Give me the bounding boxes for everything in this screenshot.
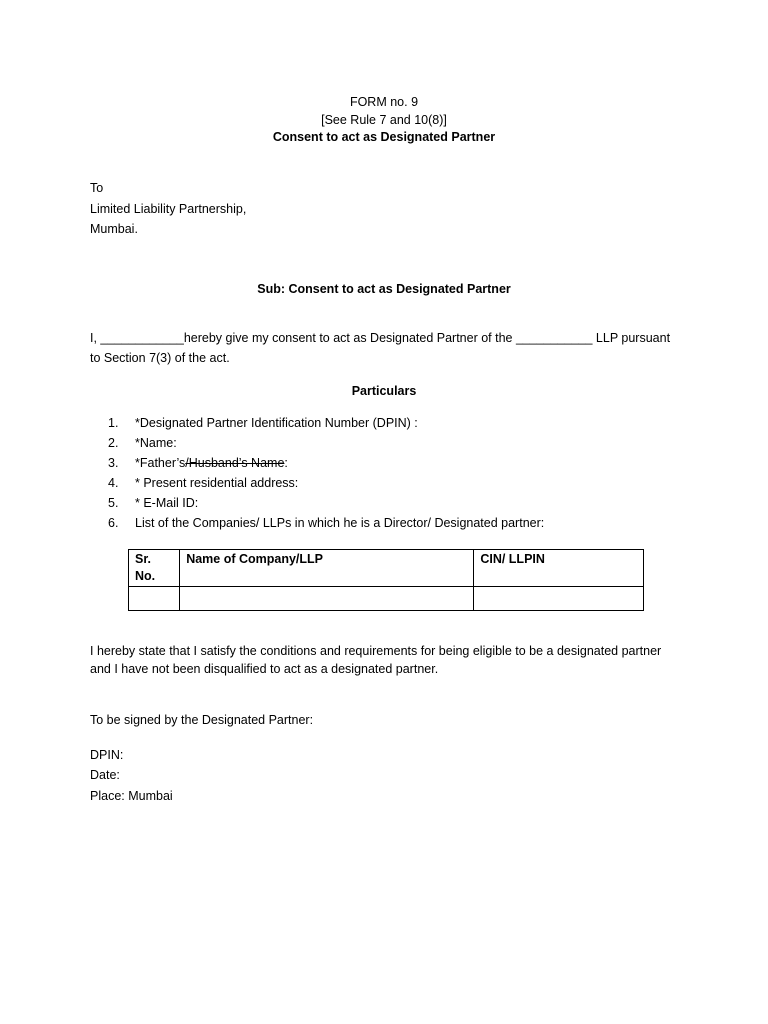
signature-dpin: DPIN: <box>90 748 124 762</box>
form-title: Consent to act as Designated Partner <box>272 130 496 144</box>
column-header-cin: CIN/ LLPIN <box>474 550 644 587</box>
form-number: FORM no. 9 <box>349 95 419 109</box>
declaration-line-1: I hereby state that I satisfy the conditions and requirements for being eligible to be a designated partner <box>90 644 662 658</box>
consent-line-2: to Section 7(3) of the act. <box>90 351 230 365</box>
consent-line-1: I, ____________hereby give my consent to act as Designated Partner of the ___________ LLP pursuant <box>90 331 671 345</box>
companies-table <box>128 549 644 611</box>
rule-reference: [See Rule 7 and 10(8)] <box>321 113 447 127</box>
column-header-sr-no: Sr. No. <box>129 550 180 587</box>
table-header-row <box>129 550 644 587</box>
list-item: 5. * E-Mail ID: <box>108 496 199 510</box>
list-item: 3. *Father’s/Husband’s Name: <box>108 456 288 470</box>
list-item: 4. * Present residential address: <box>108 476 299 490</box>
table-row <box>129 587 644 611</box>
table-cell <box>474 587 644 611</box>
signature-intro: To be signed by the Designated Partner: <box>90 713 314 727</box>
address-line-1: Limited Liability Partnership, <box>90 202 247 216</box>
address-line-2: Mumbai. <box>90 222 138 236</box>
signature-place: Place: Mumbai <box>90 789 173 803</box>
address-to: To <box>90 181 104 195</box>
list-item: 2. *Name: <box>108 436 177 450</box>
signature-date: Date: <box>90 768 120 782</box>
particulars-heading: Particulars <box>351 384 417 398</box>
column-header-company: Name of Company/LLP <box>180 550 474 587</box>
declaration-line-2: and I have not been disqualified to act as a designated partner. <box>90 662 439 676</box>
list-item: 1. *Designated Partner Identification Number (DPIN) : <box>108 416 418 430</box>
subject-line: Sub: Consent to act as Designated Partner <box>257 282 511 296</box>
list-item: 6. List of the Companies/ LLPs in which he is a Director/ Designated partner: <box>108 516 545 530</box>
table-cell <box>129 587 180 611</box>
particulars-list <box>108 413 544 533</box>
table-cell <box>180 587 474 611</box>
struck-text: /Husband’s Name <box>185 456 285 470</box>
